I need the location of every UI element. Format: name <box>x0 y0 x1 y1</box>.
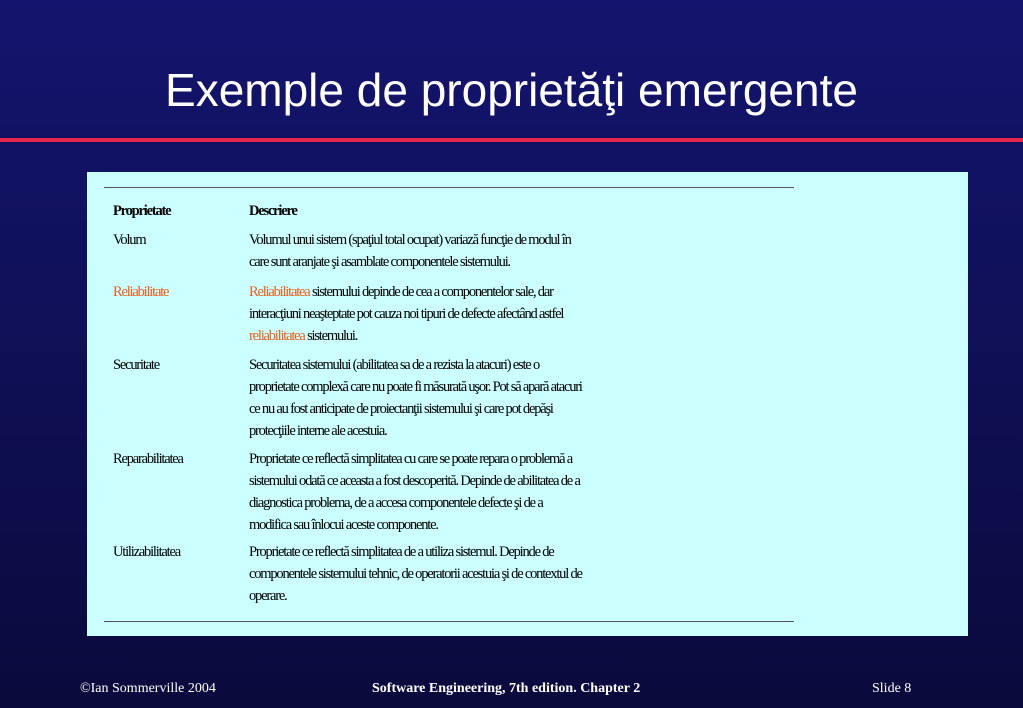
property-cell: Securitate <box>113 357 159 373</box>
property-cell: Volum <box>113 232 146 248</box>
description-cell <box>249 354 794 442</box>
property-cell: Reparabilitatea <box>113 451 183 467</box>
description-line <box>249 325 794 347</box>
table-bottom-rule <box>104 621 794 622</box>
property-cell: Reliabilitate <box>113 284 169 300</box>
header-property: Proprietate <box>113 203 171 219</box>
description-line: Volumul unui sistem (spaţiul total ocupat) variază funcţie de modul în <box>249 232 571 248</box>
description-line: interacţiuni neaşteptate pot cauza noi tipuri de defecte afectând astfel <box>249 306 564 322</box>
description-cell <box>249 541 794 607</box>
description-line: operare. <box>249 588 287 604</box>
description-cell <box>249 281 794 347</box>
footer-copyright: ©Ian Sommerville 2004 <box>80 681 216 696</box>
description-line: componentele sistemului tehnic, de operatorii acestuia şi de contextul de <box>249 566 582 582</box>
footer-slide-number: Slide 8 <box>872 681 912 696</box>
description-line: modifica sau înlocui aceste componente. <box>249 517 438 533</box>
title-divider <box>0 138 1023 142</box>
description-line: ce nu au fost anticipate de proiectanţii sistemului şi care pot depăşi <box>249 401 553 417</box>
description-line: proprietate complexă care nu poate fi măsurată uşor. Pot să apară atacuri <box>249 379 582 395</box>
description-line: Proprietate ce reflectă simplitatea de a utiliza sistemul. Depinde de <box>249 544 554 560</box>
description-line: care sunt aranjate şi asamblate componentele sistemului. <box>249 254 510 270</box>
footer-book-title: Software Engineering, 7th edition. Chapter 2 <box>372 681 641 696</box>
description-text: sistemului. <box>304 328 358 344</box>
highlighted-term: Reliabilitatea <box>249 284 310 300</box>
slide-title: Exemple de proprietăţi emergente <box>165 64 858 116</box>
description-line: Securitatea sistemului (abilitatea sa de a rezista la atacuri) este o <box>249 357 540 373</box>
description-line: sistemului odată ce aceasta a fost descoperită. Depinde de abilitatea de a <box>249 473 580 489</box>
description-line <box>249 281 794 303</box>
properties-table <box>87 172 968 636</box>
header-description: Descriere <box>249 203 297 219</box>
description-text: sistemului depinde de cea a componentelor sale, dar <box>309 284 553 300</box>
description-cell <box>249 229 794 273</box>
highlighted-term: reliabilitatea <box>249 328 305 344</box>
description-line: protecţiile interne ale acestuia. <box>249 423 387 439</box>
description-cell <box>249 448 794 536</box>
table-top-rule <box>104 187 794 188</box>
property-cell: Utilizabilitatea <box>113 544 180 560</box>
description-line: Proprietate ce reflectă simplitatea cu care se poate repara o problemă a <box>249 451 572 467</box>
description-line: diagnostica problema, de a accesa componentele defecte şi de a <box>249 495 543 511</box>
